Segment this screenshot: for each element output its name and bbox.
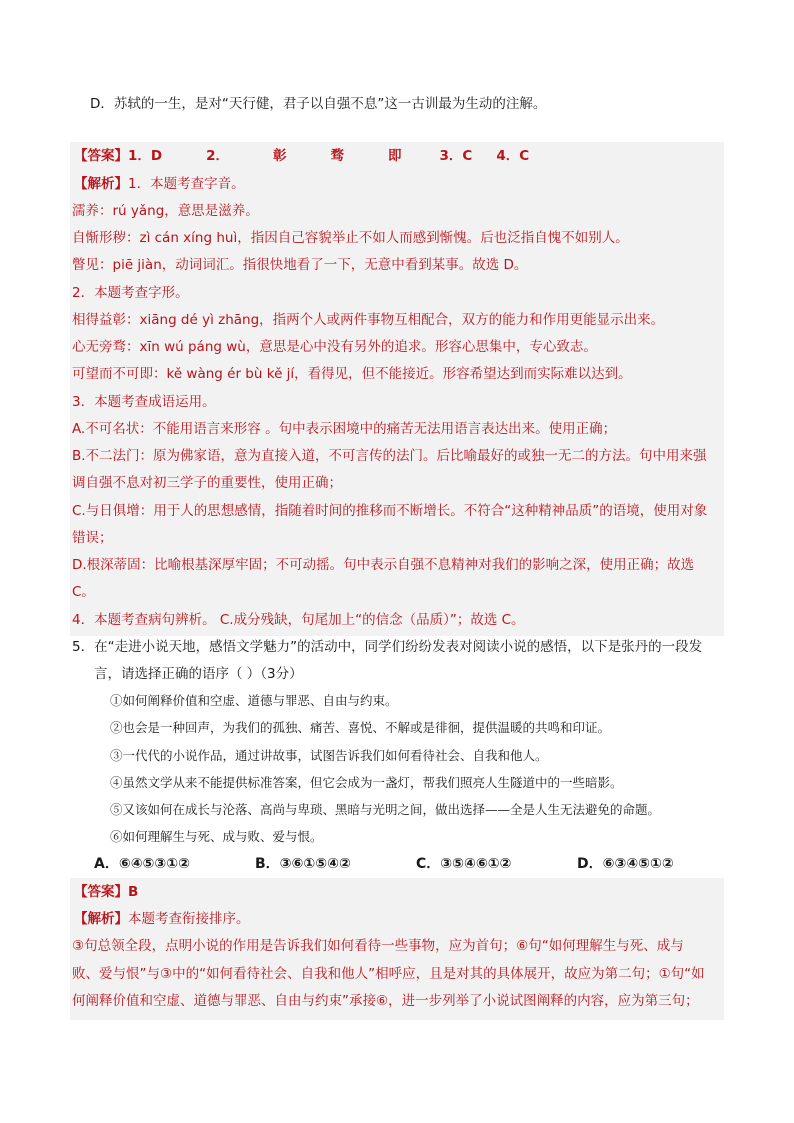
option-d-line: D．苏轼的一生，是对“天行健，君子以自强不息”这一古训最为生动的注解。: [90, 96, 547, 112]
answer-label: 【答案】: [74, 148, 128, 164]
sentence-2: ②也会是一种回声，为我们的孤独、痛苦、喜悦、不解或是徘徊，提供温暖的共鸣和印证。: [110, 720, 611, 735]
analysis-2-line-1: ③句总领全段，点明小说的作用是告诉我们如何看待一些事物，应为首句；⑥句“如何理解生与死、成与: [72, 938, 684, 954]
analysis-line-7: 可望而不可即：kě wàng ér bù kě jí，看得见，但不能接近。形容希望达到而实际难以达到。: [72, 366, 632, 382]
analysis-text: 1．本题考查字音。: [128, 176, 245, 192]
answer-char-3: 即: [388, 148, 402, 164]
analysis-2-line-0: [74, 909, 250, 929]
question-5-stem-2: 言，请选择正确的语序（ ）（3分）: [94, 666, 303, 682]
analysis-line-6: 心无旁骛：xīn wú páng wù，意思是心中没有另外的追求。形容心思集中，专心致志。: [72, 339, 597, 355]
option-a[interactable]: A．⑥④⑤③①②: [94, 856, 190, 872]
analysis-2-line-2: 败、爱与恨”与③中的“如何看待社会、自我和他人”相呼应，且是对其的具体展开，故应为第二句；①句“如: [72, 966, 705, 982]
analysis-line-12: C.与日俱增：用于人的思想感情，指随着时间的推移而不断增长。不符合“这种精神品质”的语境，使用对象: [72, 503, 708, 519]
sentence-3: ③一代代的小说作品，通过讲故事，试图告诉我们如何看待社会、自我和他人。: [110, 748, 548, 763]
analysis-label: 【解析】: [74, 911, 128, 927]
analysis-line-10: B.不二法门：原为佛家语，意为直接入道，不可言传的法门。后比喻最好的或独一无二的方法。句中用来强: [72, 448, 707, 464]
analysis-text: 本题考查衔接排序。: [128, 911, 250, 927]
analysis-line-14: D.根深蒂固：比喻根基深厚牢固；不可动摇。句中表示自强不息精神对我们的影响之深，使用正确；故选: [72, 557, 695, 573]
answer-item-4: 4．C: [496, 148, 530, 164]
analysis-line-3: 瞥见：piē jiàn，动词词汇。指很快地看了一下，无意中看到某事。故选 D。: [72, 257, 528, 273]
analysis-line-16: 4．本题考查病句辨析。 C.成分残缺，句尾加上“的信念（品质）”；故选 C。: [72, 612, 525, 628]
analysis-line-5: 相得益彰：xiāng dé yì zhāng，指两个人或两件事物互相配合，双方的能力和作用更能显示出来。: [72, 312, 665, 328]
question-5-stem-1: 5．在“走进小说天地，感悟文学魅力”的活动中，同学们纷纷发表对阅读小说的感悟，以下是张丹的一段发: [72, 639, 703, 655]
analysis-line-13: 错误；: [72, 530, 113, 546]
option-c[interactable]: C．③⑤④⑥①②: [416, 856, 512, 872]
answer-line-2: [74, 882, 138, 902]
sentence-6: ⑥如何理解生与死、成与败、爱与恨。: [110, 829, 323, 844]
analysis-line-1: 濡养：rú yǎng，意思是滋养。: [72, 203, 259, 219]
answer-item-2: 2．: [206, 148, 230, 164]
option-b[interactable]: B．③⑥①⑤④②: [255, 856, 351, 872]
analysis-line-9: A.不可名状：不能用语言来形容 。句中表示困境中的痛苦无法用语言表达出来。使用正确；: [72, 421, 617, 437]
analysis-line-15: C。: [72, 584, 95, 600]
answer-value: B: [128, 884, 139, 900]
sentence-1: ①如何阐释价值和空虚、道德与罪恶、自由与约束。: [110, 693, 398, 708]
answer-char-2: 骛: [330, 148, 345, 164]
analysis-line-8: 3．本题考查成语运用。: [72, 394, 216, 410]
sentence-4: ④虽然文学从来不能提供标准答案，但它会成为一盏灯，帮我们照亮人生隧道中的一些暗影。: [110, 775, 623, 790]
option-d[interactable]: D．⑥③④⑤①②: [577, 856, 674, 872]
options-row: [94, 854, 674, 874]
answer-item-3: 3．C: [439, 148, 473, 164]
answer-label: 【答案】: [74, 884, 128, 900]
answer-item-1: 1．D: [128, 148, 163, 164]
analysis-line-4: 2．本题考查字形。: [72, 285, 189, 301]
answer-char-1: 彰: [273, 148, 287, 164]
analysis-line-2: 自惭形秽：zì cán xíng huì，指因自己容貌举止不如人而感到惭愧。后也泛指自愧不如别人。: [72, 230, 629, 246]
analysis-2-line-3: 何阐释价值和空虚、道德与罪恶、自由与约束”承接⑥，进一步列举了小说试图阐释的内容，应为第三句；: [72, 993, 699, 1009]
analysis-label: 【解析】: [74, 176, 128, 192]
answer-line-1: [74, 146, 529, 166]
analysis-line-11: 调自强不息对初三学子的重要性，使用正确；: [72, 475, 342, 491]
sentence-5: ⑤又该如何在成长与沦落、高尚与卑琐、黑暗与光明之间，做出选择——全是人生无法避免的命题。: [110, 802, 661, 817]
analysis-line-0: [74, 174, 245, 194]
